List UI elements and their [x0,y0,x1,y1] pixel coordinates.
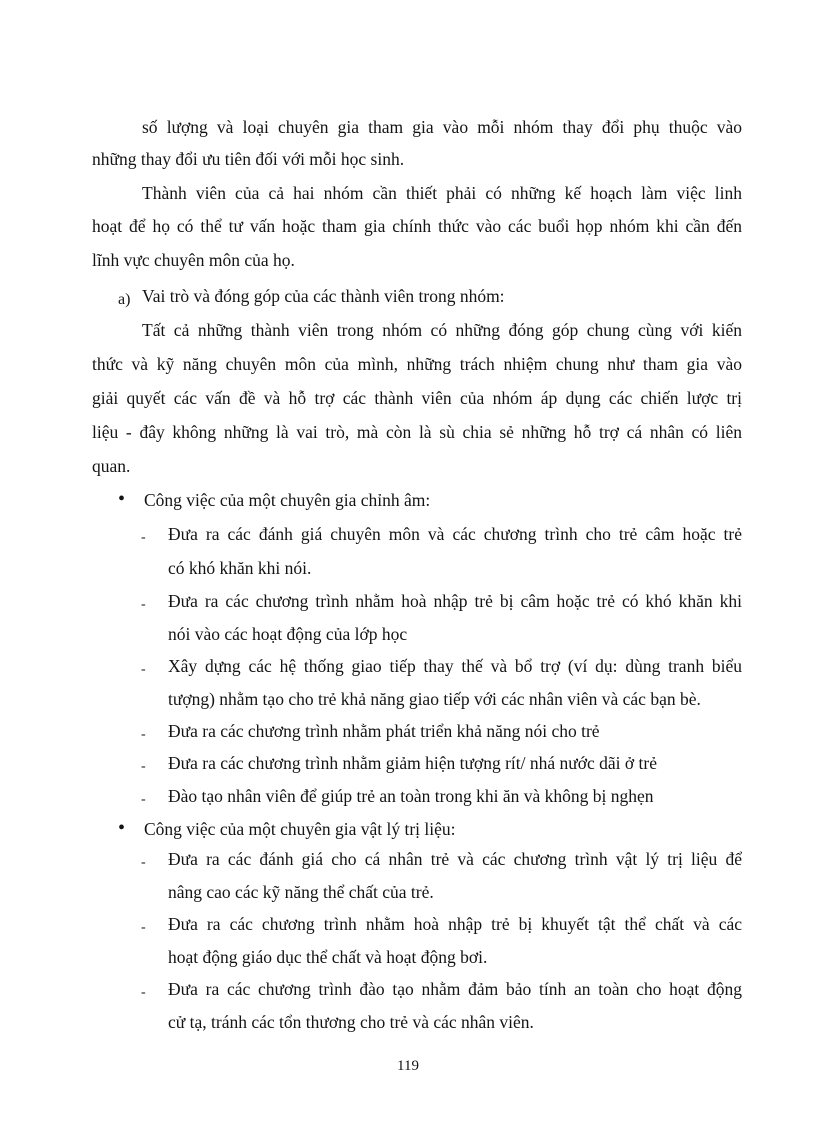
dash-icon: - [141,662,146,677]
list-item-line: Đưa ra các chương trình nhằm hoà nhập trẻ bị câm hoặc trẻ có khó khăn khi [168,591,742,611]
paragraph-line: những thay đổi ưu tiên đối với mỗi học sinh. [92,149,405,169]
list-item-line: hoạt động giáo dục thể chất và hoạt động bơi. [168,947,488,967]
list-item-line: nói vào các hoạt động của lớp học [168,624,408,644]
list-item-line: Đưa ra các chương trình nhằm giảm hiện tượng rít/ nhá nước dãi ở trẻ [168,753,657,773]
dash-icon: - [141,759,146,774]
paragraph-line: Thành viên của cả hai nhóm cần thiết phải có những kế hoạch làm việc linh [142,183,742,203]
paragraph-line: thức và kỹ năng chuyên môn của mình, những trách nhiệm chung như tham gia vào [92,354,742,374]
paragraph-line: Tất cả những thành viên trong nhóm có những đóng góp chung cùng với kiến [142,320,742,340]
dash-icon: - [141,792,146,807]
paragraph-line: quan. [92,456,131,476]
list-item-line: Đưa ra các chương trình đào tạo nhằm đảm bảo tính an toàn cho hoạt động [168,979,742,999]
list-item-line: Xây dựng các hệ thống giao tiếp thay thế và bổ trợ (ví dụ: dùng tranh biểu [168,656,742,676]
paragraph-line: số lượng và loại chuyên gia tham gia vào mỗi nhóm thay đổi phụ thuộc vào [142,117,742,137]
list-item-line: có khó khăn khi nói. [168,558,312,578]
list-item-line: tượng) nhằm tạo cho trẻ khả năng giao tiếp với các nhân viên và các bạn bè. [168,689,701,709]
paragraph-line: hoạt để họ có thể tư vấn hoặc tham gia chính thức vào các buổi họp nhóm khi cần đến [92,216,742,236]
list-item-line: Đào tạo nhân viên để giúp trẻ an toàn trong khi ăn và không bị nghẹn [168,786,654,806]
bullet-heading: Công việc của một chuyên gia vật lý trị liệu: [144,819,456,839]
section-heading-text: Vai trò và đóng góp của các thành viên trong nhóm: [142,286,505,306]
dash-icon: - [141,597,146,612]
dash-icon: - [141,727,146,742]
paragraph-line: liệu - đây không những là vai trò, mà còn là sù chia sẻ những hỗ trợ cá nhân có liên [92,422,742,442]
dash-icon: - [141,855,146,870]
bullet-heading: Công việc của một chuyên gia chỉnh âm: [144,490,431,510]
section-marker: a) [118,291,131,308]
section-heading-a [0,285,816,311]
list-item-line: Đưa ra các chương trình nhằm phát triển khả năng nói cho trẻ [168,721,600,741]
paragraph-line: giải quyết các vấn đề và hỗ trợ các thành viên của nhóm áp dụng các chiến lược trị [92,388,742,408]
list-item-line: nâng cao các kỹ năng thể chất của trẻ. [168,882,434,902]
paragraph-line: lĩnh vực chuyên môn của họ. [92,250,295,270]
dash-icon: - [141,530,146,545]
page-number: 119 [397,1058,419,1074]
list-item-line: Đưa ra các đánh giá cho cá nhân trẻ và các chương trình vật lý trị liệu để [168,849,742,869]
dash-icon: - [141,920,146,935]
bullet-icon: • [118,488,126,510]
bullet-icon: • [118,817,126,839]
list-item-line: cử tạ, tránh các tổn thương cho trẻ và các nhân viên. [168,1012,534,1032]
list-item-line: Đưa ra các đánh giá chuyên môn và các chương trình cho trẻ câm hoặc trẻ [168,524,742,544]
list-item-line: Đưa ra các chương trình nhằm hoà nhập trẻ bị khuyết tật thể chất và các [168,914,742,934]
dash-icon: - [141,985,146,1000]
